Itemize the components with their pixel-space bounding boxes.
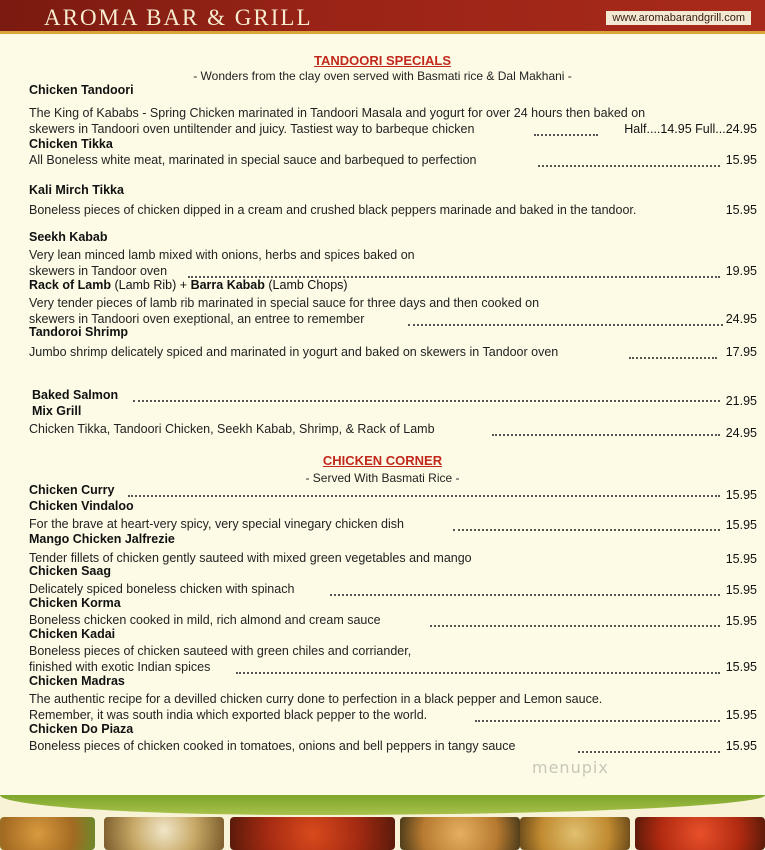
item-desc-tandoori-shrimp: Jumbo shrimp delicately spiced and marinated in yogurt and baked on skewers in Tandoor oven [29,345,559,359]
item-price-chicken-tandoori: Half....14.95 Full...24.95 [624,122,757,136]
item-price-mix-grill: 24.95 [725,426,757,440]
leader-dots [453,529,720,531]
item-price-chicken-madras: 15.95 [725,708,757,722]
item-name-mix-grill: Mix Grill [32,404,82,418]
item-desc-chicken-kadai: Boneless pieces of chicken sauteed with green chiles and corriander, [29,644,412,658]
item-desc-chicken-tikka: All Boneless white meat, marinated in special sauce and barbequed to perfection [29,153,477,167]
item-name-mango-chicken-jalfrezie: Mango Chicken Jalfrezie [29,532,175,546]
item-desc-chicken-tandoori-2: skewers in Tandoori oven untiltender and juicy. Tastiest way to barbeque chicken [29,122,475,136]
item-price-chicken-vindaloo: 15.95 [725,518,757,532]
rack-of-lamb-note: (Lamb Rib) [114,278,177,292]
leader-dots [236,672,720,674]
header-bar [0,0,765,34]
item-desc-rack-of-lamb: Very tender pieces of lamb rib marinated in special sauce for three days and then cooked on [29,296,540,310]
barra-kabab-label: Barra Kabab [190,278,265,292]
item-price-mango-chicken-jalfrezie: 15.95 [725,552,757,566]
barra-kabab-note: (Lamb Chops) [268,278,348,292]
item-name-tandoori-shrimp: Tandoroi Shrimp [29,325,129,339]
section-subtitle-chicken-corner: - Served With Basmati Rice - [305,471,460,485]
item-name-chicken-saag: Chicken Saag [29,564,111,578]
item-price-chicken-korma: 15.95 [725,614,757,628]
item-name-chicken-korma: Chicken Korma [29,596,121,610]
naan-bread-photo [0,817,95,850]
item-desc-seekh-kabab: Very lean minced lamb mixed with onions, herbs and spices baked on [29,248,415,262]
item-desc-mix-grill: Chicken Tikka, Tandoori Chicken, Seekh Kabab, Shrimp, & Rack of Lamb [29,422,435,436]
item-desc-chicken-vindaloo: For the brave at heart-very spicy, very special vinegary chicken dish [29,517,404,531]
item-name-chicken-tikka: Chicken Tikka [29,137,113,151]
leader-dots [538,165,720,167]
item-desc-chicken-kadai-2: finished with exotic Indian spices [29,660,211,674]
item-name-chicken-do-piaza: Chicken Do Piaza [29,722,134,736]
restaurant-name: AROMA BAR & GRILL [44,5,313,30]
leader-dots [492,434,720,436]
appetizer-photo [520,817,630,850]
biryani-photo [104,817,224,850]
platter-photo [400,817,520,850]
section-title-tandoori: TANDOORI SPECIALS [314,53,451,68]
item-desc-chicken-madras: The authentic recipe for a devilled chicken curry done to perfection in a black pepper and Lemon sauce. [29,692,603,706]
section-title-chicken-corner: CHICKEN CORNER [322,453,443,468]
item-desc-kali-mirch-tikka: Boneless pieces of chicken dipped in a cream and crushed black peppers marinade and baked in the tandoor. [29,203,637,217]
leader-dots [330,594,720,596]
watermark: menupix [532,758,609,777]
item-price-chicken-curry: 15.95 [725,488,757,502]
item-name-rack-of-lamb [29,278,348,292]
leader-dots [534,134,598,136]
item-desc-chicken-do-piaza: Boneless pieces of chicken cooked in tomatoes, onions and bell peppers in tangy sauce [29,739,516,753]
item-desc-seekh-kabab-2: skewers in Tandoor oven [29,264,168,278]
item-name-chicken-curry: Chicken Curry [29,483,115,497]
leader-dots [578,751,720,753]
item-price-rack-of-lamb: 24.95 [725,312,757,326]
item-desc-chicken-tandoori: The King of Kababs - Spring Chicken marinated in Tandoori Masala and yogurt for over 24 hours then baked on [29,106,646,120]
plus-sign: + [179,278,188,292]
item-name-chicken-madras: Chicken Madras [29,674,125,688]
item-price-tandoori-shrimp: 17.95 [725,345,757,359]
rack-of-lamb-label: Rack of Lamb [29,278,111,292]
item-name-seekh-kabab: Seekh Kabab [29,230,108,244]
item-price-chicken-kadai: 15.95 [725,660,757,674]
section-subtitle-tandoori: - Wonders from the clay oven served with Basmati rice & Dal Makhani - [193,69,572,83]
leader-dots [133,400,720,402]
item-desc-chicken-korma: Boneless chicken cooked in mild, rich almond and cream sauce [29,613,381,627]
item-price-chicken-tikka: 15.95 [725,153,757,167]
item-name-kali-mirch-tikka: Kali Mirch Tikka [29,183,124,197]
leader-dots [475,720,720,722]
item-name-baked-salmon: Baked Salmon [32,388,119,402]
leader-dots [629,357,717,359]
leader-dots [408,324,723,326]
item-price-baked-salmon: 21.95 [725,394,757,408]
kadai-photo [635,817,765,850]
item-price-seekh-kabab: 19.95 [725,264,757,278]
footer-food-strip [0,795,765,850]
website-link[interactable]: www.aromabarandgrill.com [606,11,751,25]
green-wave-decoration [0,795,765,815]
leader-dots [430,625,720,627]
item-price-chicken-saag: 15.95 [725,583,757,597]
item-price-chicken-do-piaza: 15.95 [725,739,757,753]
leader-dots [128,495,720,497]
item-price-kali-mirch-tikka: 15.95 [725,203,757,217]
item-name-chicken-vindaloo: Chicken Vindaloo [29,499,134,513]
item-desc-chicken-madras-2: Remember, it was south india which exported black pepper to the world. [29,708,428,722]
item-desc-rack-of-lamb-2: skewers in Tandoori oven exeptional, an entree to remember [29,312,365,326]
curry-dish-photo [230,817,395,850]
item-desc-mango-chicken-jalfrezie: Tender fillets of chicken gently sauteed with mixed green vegetables and mango [29,551,472,565]
item-name-chicken-tandoori: Chicken Tandoori [29,83,134,97]
item-desc-chicken-saag: Delicately spiced boneless chicken with spinach [29,582,295,596]
item-name-chicken-kadai: Chicken Kadai [29,627,116,641]
